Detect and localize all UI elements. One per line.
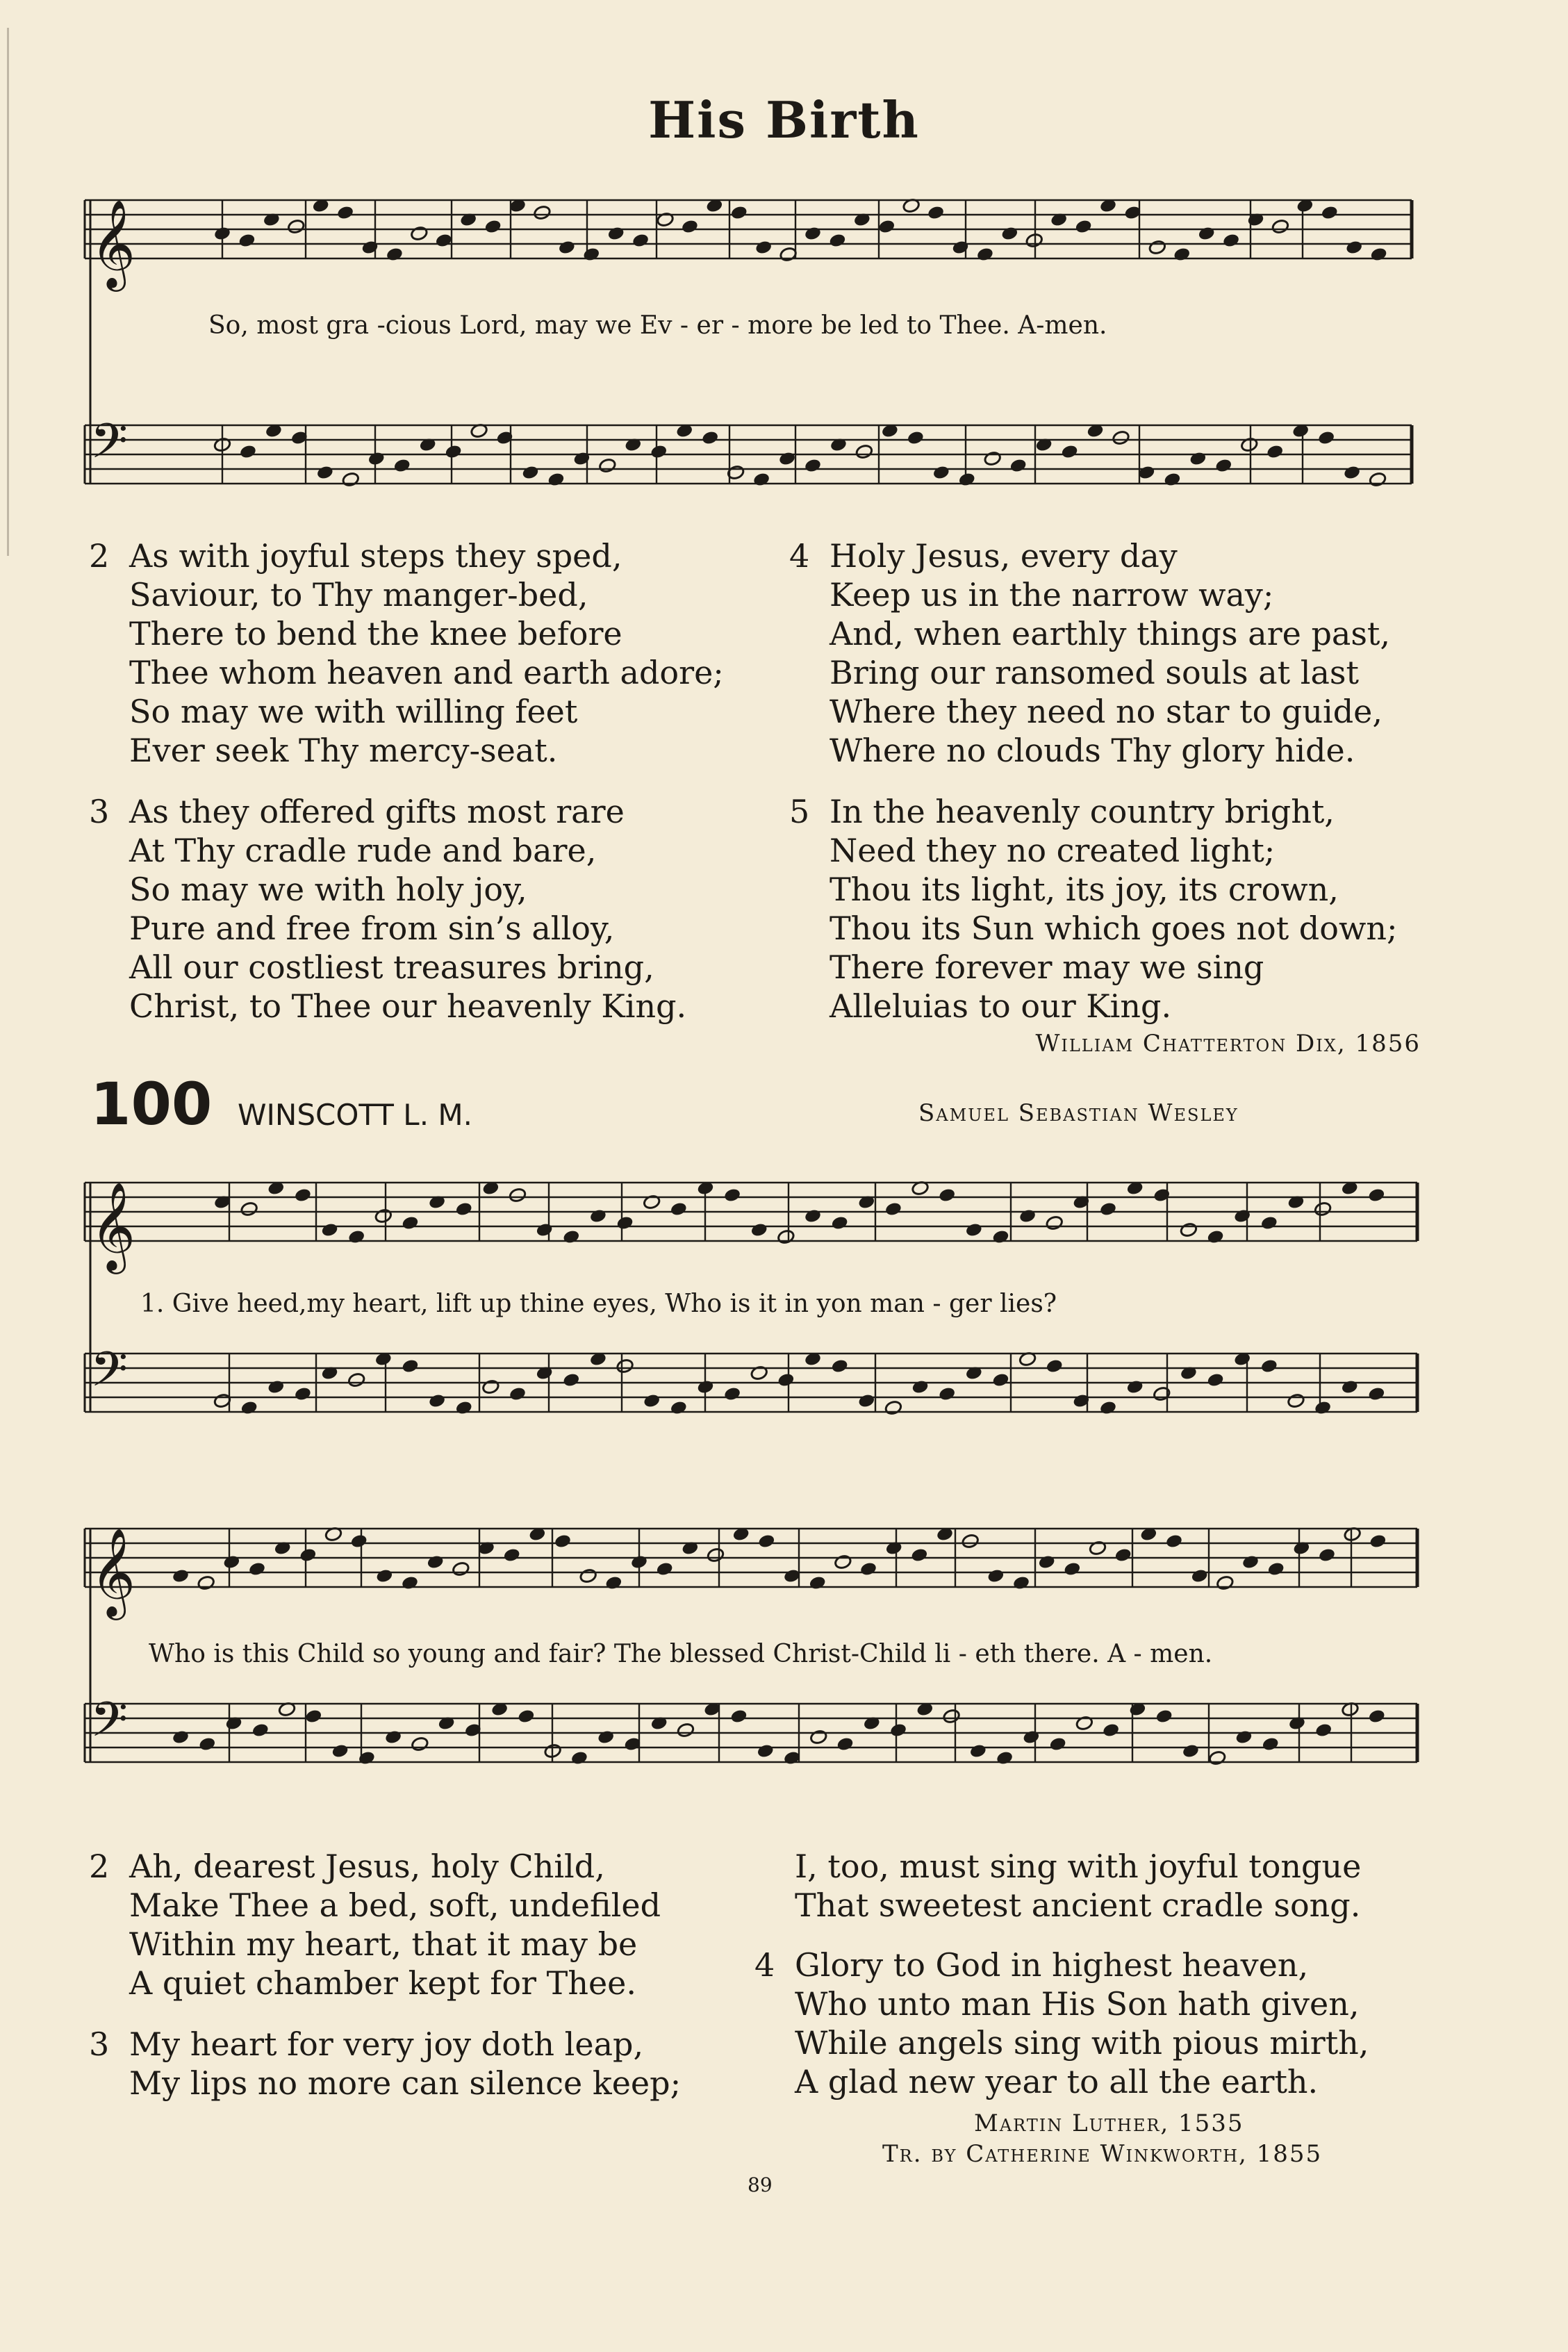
verse-line: My lips no more can silence keep; xyxy=(129,2064,682,2102)
note-head xyxy=(1148,240,1166,256)
note-head xyxy=(1206,1372,1224,1388)
verse-line: Where they need no star to guide, xyxy=(830,693,1383,730)
treble-clef-icon: 𝄞 xyxy=(90,1527,136,1616)
note-head xyxy=(1180,1222,1198,1238)
note-head xyxy=(570,1750,588,1766)
note-head xyxy=(1271,219,1289,235)
note-head xyxy=(1198,226,1216,242)
note-head xyxy=(299,1547,317,1563)
note-head xyxy=(1191,1568,1209,1584)
verse-line: Saviour, to Thy manger-bed, xyxy=(129,576,588,614)
note-head xyxy=(1216,1575,1234,1591)
note-head xyxy=(1049,1736,1067,1752)
note-head xyxy=(1000,226,1018,242)
note-head xyxy=(1314,1722,1332,1738)
note-head xyxy=(723,1386,741,1402)
verse-block xyxy=(754,1946,1369,2101)
note-head xyxy=(287,219,305,235)
note-head xyxy=(198,1736,216,1752)
note-head xyxy=(1046,1215,1064,1231)
note-head xyxy=(509,1187,527,1203)
note-head xyxy=(521,465,539,481)
note-head xyxy=(597,1729,615,1745)
verse-line: At Thy cradle rude and bare, xyxy=(129,832,597,869)
note-head xyxy=(910,1547,928,1563)
note-head xyxy=(197,1575,215,1591)
note-head xyxy=(401,1358,419,1374)
note-head xyxy=(987,1568,1005,1584)
note-head xyxy=(1022,1729,1040,1745)
hymn-100-lyrics-line-2: Who is this Child so young and fair? The blessed Christ-Child li - eth there. A - men. xyxy=(149,1640,1213,1668)
note-head xyxy=(1260,1358,1278,1374)
author-credit: Martin Luther, 1535 xyxy=(974,2110,1244,2137)
note-head xyxy=(670,1201,688,1217)
note-head xyxy=(857,1393,875,1409)
note-head xyxy=(1262,1736,1280,1752)
note-head xyxy=(1009,458,1028,474)
note-head xyxy=(889,1722,907,1738)
verse-number: 2 xyxy=(89,537,110,575)
note-head xyxy=(701,430,719,446)
note-head xyxy=(907,430,925,446)
verse-block xyxy=(789,536,1390,770)
verse-line: All our costliest treasures bring, xyxy=(129,948,654,986)
verse-line: That sweetest ancient cradle song. xyxy=(795,1886,1361,1924)
hymn-100-lyrics-line-1: 1. Give heed,my heart, lift up thine eyes, Who is it in yon man - ger lies? xyxy=(140,1290,1057,1318)
note-head xyxy=(855,444,873,460)
note-head xyxy=(630,1554,648,1570)
note-head xyxy=(1345,240,1363,256)
verse-line: So may we with holy joy, xyxy=(129,871,527,908)
note-head xyxy=(455,1400,473,1416)
note-head xyxy=(294,1187,312,1203)
note-head xyxy=(616,1358,634,1374)
note-head xyxy=(1018,1208,1037,1224)
verse-number: 4 xyxy=(754,1946,775,1984)
verse-line: Glory to God in highest heaven, xyxy=(795,1946,1309,1984)
note-head xyxy=(320,1222,338,1238)
note-head xyxy=(1343,465,1361,481)
note-head xyxy=(374,1208,393,1224)
verse-line: Keep us in the narrow way; xyxy=(830,576,1274,614)
note-head xyxy=(677,1722,695,1738)
verse-number: 3 xyxy=(89,793,110,830)
note-head xyxy=(484,219,502,235)
note-head xyxy=(927,205,945,221)
note-head xyxy=(384,1729,402,1745)
verse-line: Thee whom heaven and earth adore; xyxy=(129,654,724,691)
note-head xyxy=(347,1229,365,1245)
note-head xyxy=(965,1222,983,1238)
verse-line: Who unto man His Son hath given, xyxy=(795,1985,1360,2023)
note-head xyxy=(1075,219,1093,235)
note-head xyxy=(1163,472,1181,488)
note-head xyxy=(777,1229,795,1245)
note-head xyxy=(1153,1187,1171,1203)
note-head xyxy=(536,1222,554,1238)
note-head xyxy=(411,1736,429,1752)
verse-line: Alleluias to our King. xyxy=(830,987,1172,1025)
verse-line: There forever may we sing xyxy=(830,948,1264,986)
note-head xyxy=(1367,1386,1385,1402)
note-head xyxy=(707,1547,725,1563)
verse-block xyxy=(89,792,686,1026)
note-head xyxy=(386,247,404,263)
section-title: His Birth xyxy=(648,90,920,149)
note-head xyxy=(401,1575,419,1591)
note-head xyxy=(375,1568,393,1584)
composer-credit: Samuel Sebastian Wesley xyxy=(918,1099,1239,1127)
note-head xyxy=(445,444,463,460)
note-head xyxy=(358,1750,376,1766)
note-head xyxy=(304,1709,322,1725)
top-hymn-lyrics: So, most gra -cious Lord, may we Ev - er - more be led to Thee. A-men. xyxy=(208,311,1107,340)
verse-line: Make Thee a bed, soft, undefiled xyxy=(129,1886,661,1924)
note-head xyxy=(1165,1533,1183,1549)
note-head xyxy=(604,1575,622,1591)
note-head xyxy=(938,1187,956,1203)
note-head xyxy=(696,1379,714,1395)
note-head xyxy=(222,1554,240,1570)
verse-line: A quiet chamber kept for Thee. xyxy=(129,1964,637,2002)
verse-line: Within my heart, that it may be xyxy=(129,1925,638,1963)
note-head xyxy=(294,1386,312,1402)
note-head xyxy=(958,472,976,488)
note-head xyxy=(1341,1379,1359,1395)
note-head xyxy=(828,233,846,249)
note-head xyxy=(1214,458,1232,474)
note-head xyxy=(951,240,969,256)
note-head xyxy=(435,233,453,249)
verse-line: Christ, to Thee our heavenly King. xyxy=(129,987,687,1025)
note-head xyxy=(347,1372,365,1388)
note-head xyxy=(1369,472,1387,488)
note-head xyxy=(172,1568,190,1584)
note-head xyxy=(750,1222,768,1238)
note-head xyxy=(589,1208,607,1224)
bass-clef-icon: 𝄢 xyxy=(90,1691,129,1759)
note-head xyxy=(361,240,379,256)
bass-clef-icon: 𝄢 xyxy=(90,413,129,481)
note-head xyxy=(754,240,773,256)
note-head xyxy=(1241,1554,1260,1570)
verse-block xyxy=(89,1847,661,2003)
note-head xyxy=(877,219,896,235)
note-head xyxy=(1046,1358,1064,1374)
note-head xyxy=(331,1743,349,1759)
note-head xyxy=(1155,1709,1173,1725)
note-head xyxy=(547,472,565,488)
note-head xyxy=(1112,430,1130,446)
note-head xyxy=(757,1533,775,1549)
tune-name: WINSCOTT L. M. xyxy=(238,1098,472,1132)
note-head xyxy=(481,1379,500,1395)
note-head xyxy=(911,1379,929,1395)
verse-line: And, when earthly things are past, xyxy=(830,615,1391,652)
note-head xyxy=(670,1400,688,1416)
verse-line: My heart for very joy doth leap, xyxy=(129,2025,644,2063)
note-head xyxy=(1317,430,1335,446)
note-head xyxy=(1126,1379,1144,1395)
treble-clef-icon: 𝄞 xyxy=(90,1181,136,1270)
note-head xyxy=(723,1187,741,1203)
note-head xyxy=(752,472,770,488)
verse-line: Pure and free from sin’s alloy, xyxy=(129,910,615,947)
note-head xyxy=(1367,1187,1385,1203)
page-number: 89 xyxy=(748,2173,773,2196)
note-head xyxy=(1102,1722,1120,1738)
note-head xyxy=(1182,1743,1200,1759)
note-head xyxy=(1235,1729,1253,1745)
note-head xyxy=(681,219,699,235)
note-head xyxy=(1370,247,1388,263)
note-head xyxy=(1137,465,1155,481)
note-head xyxy=(562,1229,580,1245)
note-head xyxy=(562,1372,580,1388)
note-head xyxy=(1012,1575,1030,1591)
note-head xyxy=(368,451,386,467)
note-head xyxy=(239,444,257,460)
verse-line: Need they no created light; xyxy=(830,832,1276,869)
note-head xyxy=(777,1372,795,1388)
note-head xyxy=(1025,233,1043,249)
note-head xyxy=(884,1400,902,1416)
note-head xyxy=(962,1533,980,1549)
translator-credit: Tr. by Catherine Winkworth, 1855 xyxy=(882,2140,1323,2168)
note-head xyxy=(632,233,650,249)
note-head xyxy=(1314,1400,1332,1416)
note-head xyxy=(643,1393,661,1409)
verse-number: 2 xyxy=(89,1848,110,1885)
note-head xyxy=(616,1215,634,1231)
note-head xyxy=(1060,444,1078,460)
bass-clef-icon: 𝄢 xyxy=(90,1341,129,1409)
note-head xyxy=(452,1561,470,1577)
note-head xyxy=(757,1743,775,1759)
note-head xyxy=(350,1533,368,1549)
note-head xyxy=(316,465,334,481)
note-head xyxy=(804,458,822,474)
note-head xyxy=(804,1208,822,1224)
verse-line: In the heavenly country bright, xyxy=(830,793,1335,830)
note-head xyxy=(579,1568,597,1584)
verse-line: As they offered gifts most rare xyxy=(129,793,625,830)
note-head xyxy=(1099,1201,1117,1217)
verse-line: Where no clouds Thy glory hide. xyxy=(830,732,1355,769)
note-head xyxy=(991,1372,1009,1388)
note-head xyxy=(572,451,591,467)
note-head xyxy=(213,226,231,242)
note-head xyxy=(1099,1400,1117,1416)
note-head xyxy=(533,205,551,221)
note-head xyxy=(1267,1561,1285,1577)
note-head xyxy=(428,1393,446,1409)
note-head xyxy=(831,1215,849,1231)
note-head xyxy=(1114,1547,1132,1563)
verse-line: Thou its light, its joy, its crown, xyxy=(830,871,1339,908)
treble-clef-icon: 𝄞 xyxy=(90,199,136,288)
note-head xyxy=(1314,1201,1332,1217)
note-head xyxy=(984,451,1002,467)
verse-line: So may we with willing feet xyxy=(129,693,578,730)
note-head xyxy=(455,1201,473,1217)
note-head xyxy=(336,205,354,221)
note-head xyxy=(730,205,748,221)
note-head xyxy=(1189,451,1207,467)
note-head xyxy=(1206,1229,1224,1245)
note-head xyxy=(969,1743,987,1759)
verse-number: 4 xyxy=(789,537,810,575)
note-head xyxy=(1321,205,1339,221)
note-head xyxy=(779,247,798,263)
note-head xyxy=(1287,1393,1305,1409)
note-head xyxy=(942,1709,960,1725)
hymn-number: 100 xyxy=(90,1070,213,1138)
note-head xyxy=(1318,1547,1336,1563)
note-head xyxy=(804,226,822,242)
note-head xyxy=(729,1709,748,1725)
verse-line: I, too, must sing with joyful tongue xyxy=(795,1848,1362,1885)
note-head xyxy=(240,1400,258,1416)
verse-line: While angels sing with pious mirth, xyxy=(795,2024,1369,2062)
note-head xyxy=(503,1547,521,1563)
verse-line: Ever seek Thy mercy-seat. xyxy=(129,732,558,769)
note-head xyxy=(598,458,616,474)
note-head xyxy=(172,1729,190,1745)
verse-block xyxy=(754,1847,1361,1925)
note-head xyxy=(834,1554,852,1570)
note-head xyxy=(938,1386,956,1402)
note-head xyxy=(1173,247,1191,263)
note-head xyxy=(240,1201,258,1217)
note-head xyxy=(1369,1533,1387,1549)
verse-block xyxy=(789,792,1397,1026)
author-credit: William Chatterton Dix, 1856 xyxy=(1035,1030,1421,1058)
note-head xyxy=(884,1201,902,1217)
note-head xyxy=(342,472,360,488)
note-head xyxy=(1038,1554,1056,1570)
verse-line: A glad new year to all the earth. xyxy=(795,2063,1319,2100)
note-head xyxy=(778,451,796,467)
note-head xyxy=(267,1379,285,1395)
note-head xyxy=(607,226,625,242)
note-head xyxy=(251,1722,270,1738)
note-head xyxy=(976,247,994,263)
note-head xyxy=(238,233,256,249)
verse-line: There to bend the knee before xyxy=(129,615,622,652)
note-head xyxy=(1222,233,1240,249)
note-head xyxy=(1063,1561,1081,1577)
note-head xyxy=(809,1575,827,1591)
note-head xyxy=(393,458,411,474)
note-head xyxy=(509,1386,527,1402)
note-head xyxy=(410,226,428,242)
note-head xyxy=(401,1215,419,1231)
verse-line: As with joyful steps they sped, xyxy=(129,537,622,575)
note-head xyxy=(1368,1709,1386,1725)
note-head xyxy=(831,1358,849,1374)
verse-line: Holy Jesus, every day xyxy=(830,537,1178,575)
note-head xyxy=(248,1561,266,1577)
note-head xyxy=(427,1554,445,1570)
verse-number: 5 xyxy=(789,793,810,830)
note-head xyxy=(1153,1386,1171,1402)
note-head xyxy=(1260,1215,1278,1231)
verse-block xyxy=(89,536,724,770)
verse-block xyxy=(89,2025,681,2103)
note-head xyxy=(517,1709,535,1725)
verse-line: Thou its Sun which goes not down; xyxy=(830,910,1398,947)
note-head xyxy=(1266,444,1284,460)
note-head xyxy=(558,240,576,256)
note-head xyxy=(1233,1208,1251,1224)
verse-number: 3 xyxy=(89,2025,110,2063)
verse-line: Ah, dearest Jesus, holy Child, xyxy=(129,1848,605,1885)
note-head xyxy=(650,444,668,460)
note-head xyxy=(554,1533,572,1549)
note-head xyxy=(991,1229,1009,1245)
note-head xyxy=(582,247,600,263)
note-head xyxy=(656,1561,674,1577)
note-head xyxy=(809,1729,827,1745)
verse-line: Bring our ransomed souls at last xyxy=(830,654,1360,691)
note-head xyxy=(932,465,950,481)
note-head xyxy=(836,1736,854,1752)
note-head xyxy=(859,1561,877,1577)
note-head xyxy=(996,1750,1014,1766)
note-head xyxy=(1208,1750,1226,1766)
